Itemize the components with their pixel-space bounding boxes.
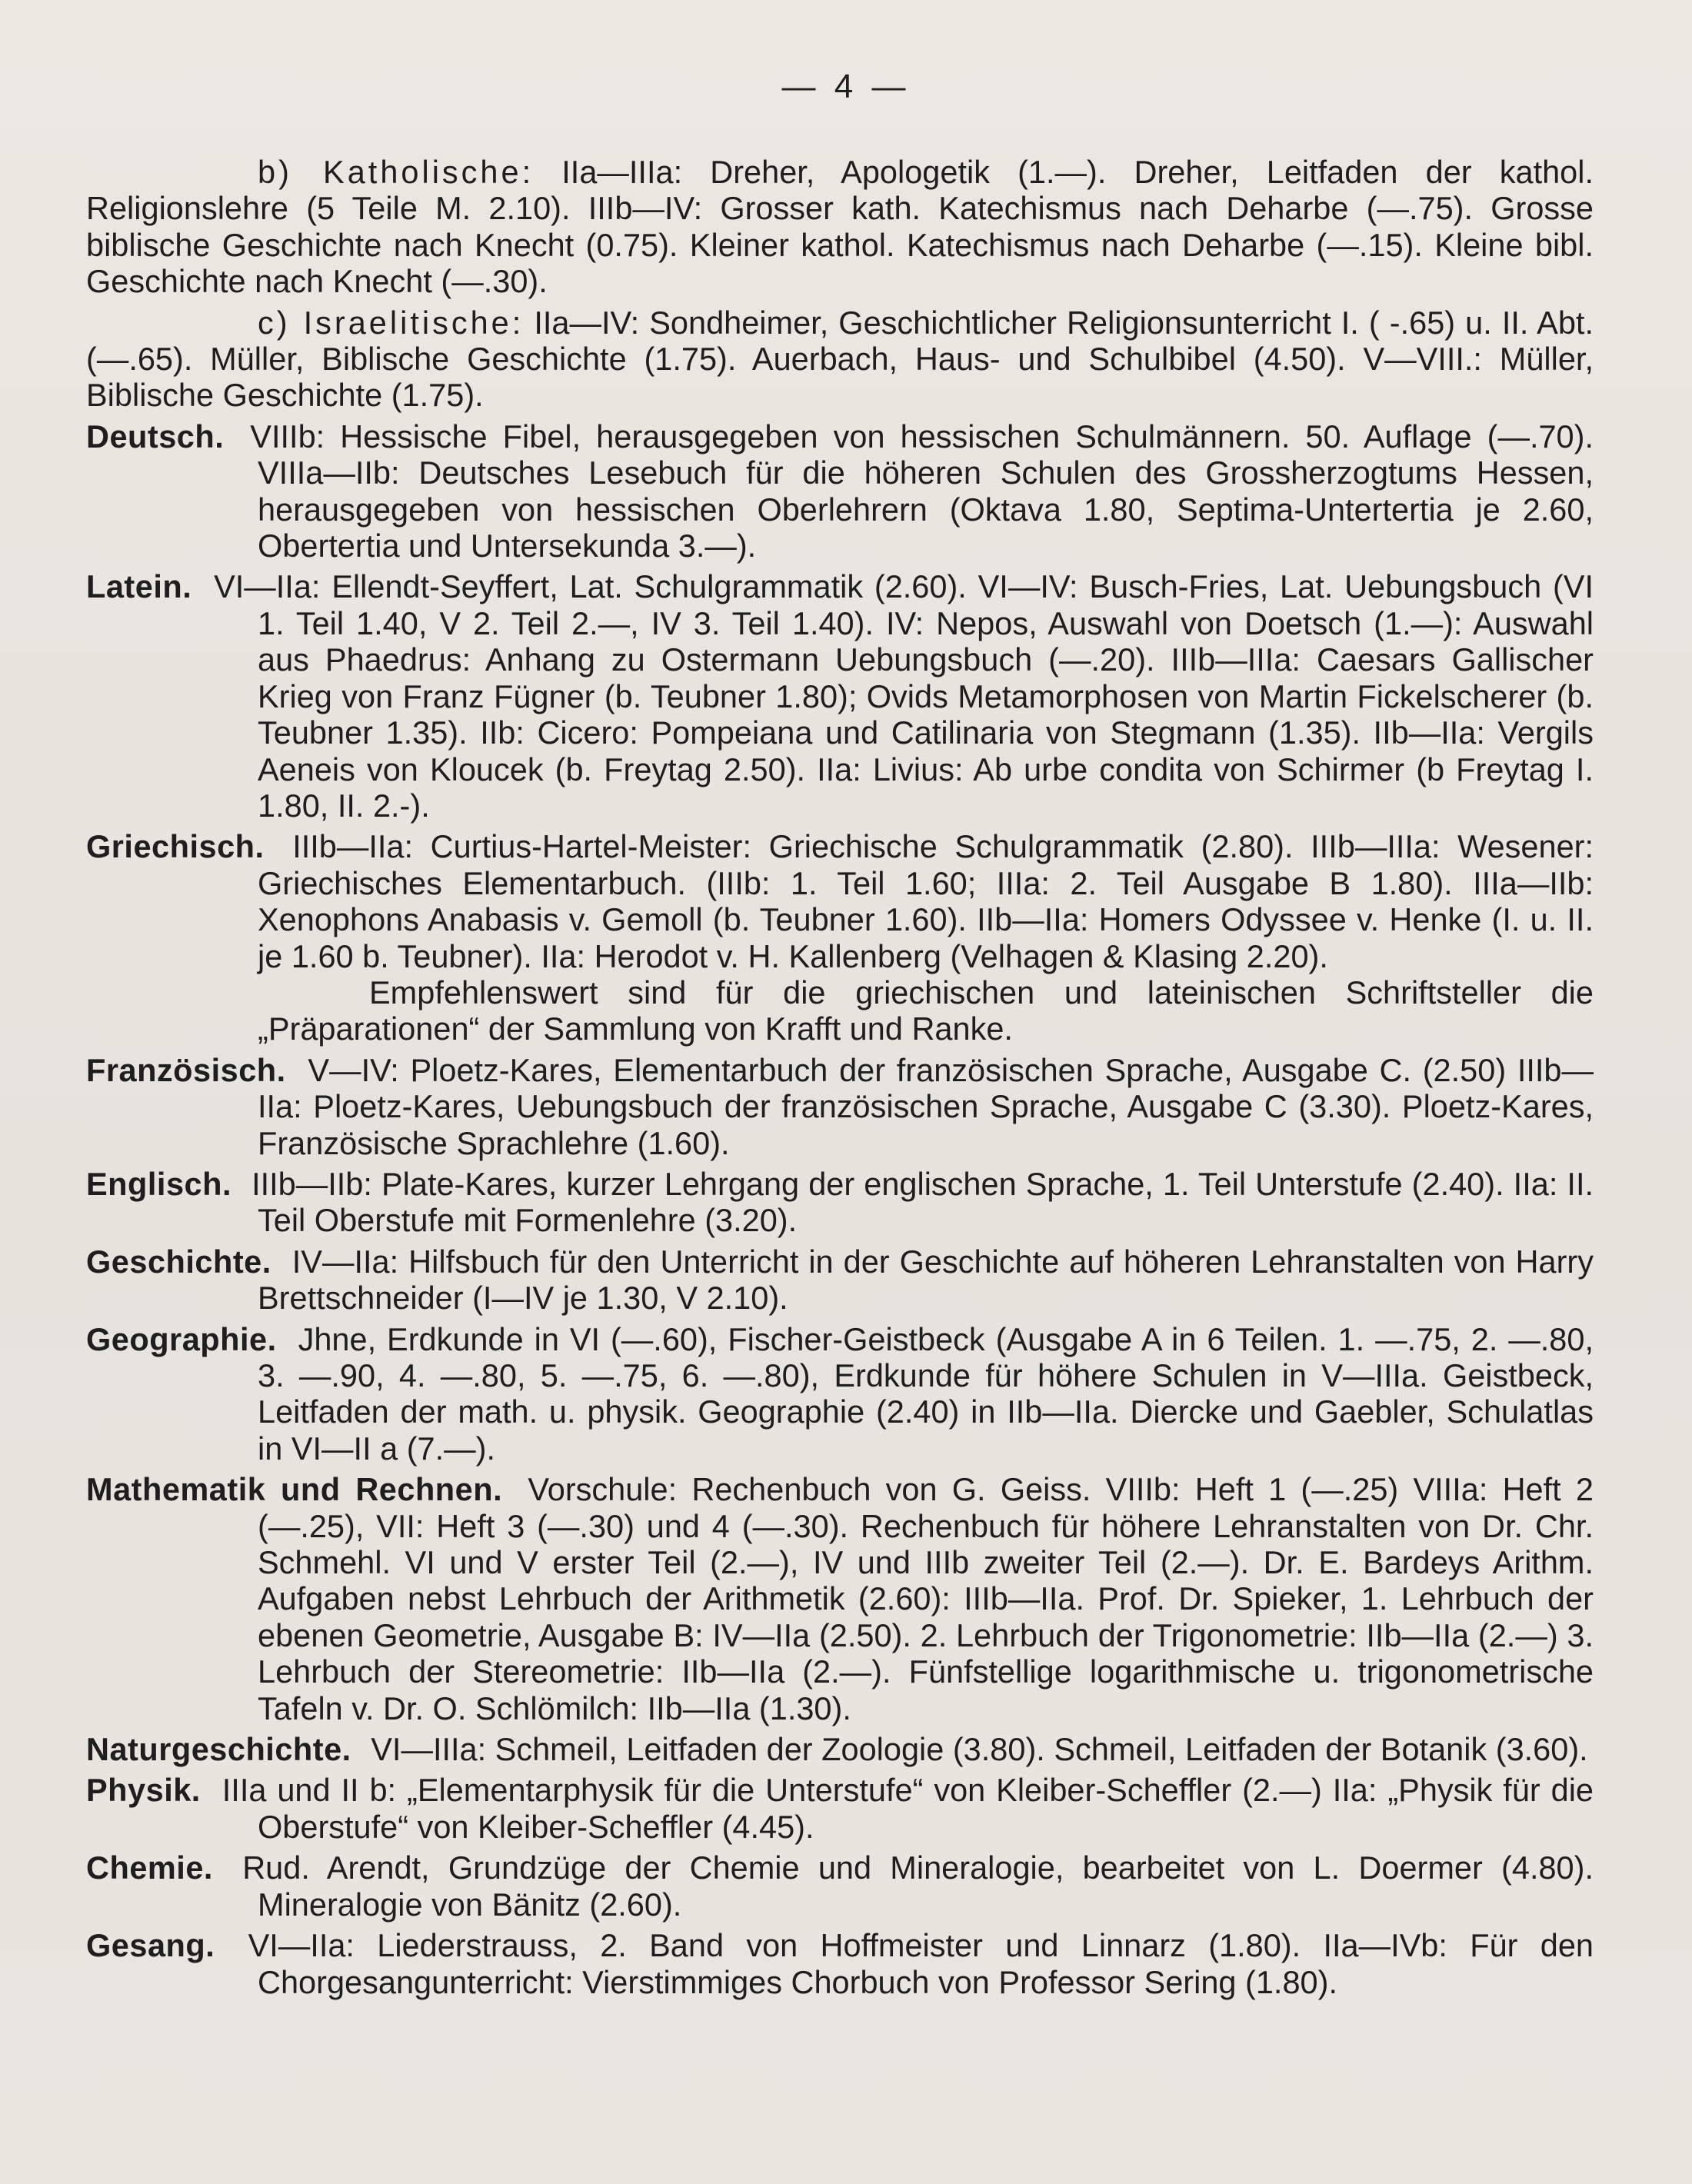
text-physik: IIIa und II b: „Elementarphysik für die Unterstufe“ von Kleiber-Scheffler (2.—) IIa: „Physik für die Oberstufe“ von Kleiber-Scheffler (4.45). (221, 1772, 1594, 1845)
paragraph-physik (86, 1772, 1594, 1845)
text-geographie: Jhne, Erdkunde in VI (—.60), Fischer-Geistbeck (Ausgabe A in 6 Teilen. 1. —.75, 2. —.80, 3. —.90, 4. —.80, 5. —.75, 6. —.80), Erdkunde für höhere Schulen in V—IIIa. Geistbeck, Leitfaden der math. u. physik. Geographie (2.40) in IIb—IIa. Diercke und Gaebler, Schulatlas in VI—II a (7.—). (258, 1320, 1594, 1467)
label-katholisch: b) Katholische: (258, 154, 535, 190)
text-franzoesisch: V—IV: Ploetz-Kares, Elementarbuch der französischen Sprache, Ausgabe C. (2.50) IIIb—IIa: Ploetz-Kares, Uebungsbuch der französischen Sprache, Ausgabe C (3.30). Ploetz-Kares, Französische Sprachlehre (1.60). (258, 1051, 1594, 1161)
paragraph-katholisch (86, 154, 1594, 300)
text-geschichte: IV—IIa: Hilfsbuch für den Unterricht in der Geschichte auf höheren Lehranstalten von Harry Brettschneider (I—IV je 1.30, V 2.10). (258, 1243, 1594, 1317)
page-number: — 4 — (781, 68, 911, 105)
text-deutsch: VIIIb: Hessische Fibel, herausgegeben von hessischen Schulmännern. 50. Auflage (—.70). VIIIa—IIb: Deutsches Lesebuch für die höheren Schulen des Grossherzogtums Hessen, herausgegeben von hessischen Oberlehrern (Oktava 1.80, Septima-Untertertia je 2.60, Obertertia und Untersekunda 3.—). (250, 418, 1594, 564)
label-mathematik: Mathematik und Rechnen. (86, 1471, 503, 1508)
paragraph-deutsch (86, 418, 1594, 564)
text-gesang: VI—IIa: Liederstrauss, 2. Band von Hoffmeister und Linnarz (1.80). IIa—IVb: Für den Chorgesangunterricht: Vierstimmiges Chorbuch von Professor Sering (1.80). (248, 1927, 1594, 2000)
label-franzoesisch: Französisch. (86, 1051, 286, 1088)
paragraph-latein (86, 568, 1594, 824)
text-katholisch: IIa—IIIa: Dreher, Apologetik (1.—). Dreher, Leitfaden der kathol. Religionslehre (5 Teile M. 2.10). IIIb—IV: Grosser kath. Katechismus nach Deharbe (—.75). Grosse biblische Geschichte nach Knecht (0.75). Kleiner kathol. Katechismus nach Deharbe (—.15). Kleine bibl. Geschichte nach Knecht (—.30). (86, 154, 1594, 300)
label-englisch: Englisch. (86, 1165, 231, 1202)
paragraph-franzoesisch (86, 1052, 1594, 1161)
label-gesang: Gesang. (86, 1927, 215, 1964)
text-latein: VI—IIa: Ellendt-Seyffert, Lat. Schulgrammatik (2.60). VI—IV: Busch-Fries, Lat. Uebungsbuch (VI 1. Teil 1.40, V 2. Teil 2.—, IV 3. Teil 1.40). IV: Nepos, Auswahl von Doetsch (1.—): Auswahl aus Phaedrus: Anhang zu Ostermann Uebungsbuch (—.20). IIIb—IIIa: Caesars Gallischer Krieg von Franz Fügner (b. Teubner 1.80); Ovids Metamorphosen von Martin Fickelscherer (b. Teubner 1.35). IIb: Cicero: Pompeiana und Catilinaria von Stegmann (1.35). IIb—IIa: Vergils Aeneis von Kloucek (b. Freytag 2.50). IIa: Livius: Ab urbe condita von Schirmer (b Freytag I. 1.80, II. 2.-). (214, 568, 1594, 824)
text-naturgeschichte: VI—IIIa: Schmeil, Leitfaden der Zoologie (3.80). Schmeil, Leitfaden der Botanik (3.60). (371, 1731, 1588, 1768)
label-naturgeschichte: Naturgeschichte. (86, 1731, 351, 1768)
paragraph-geographie (86, 1321, 1594, 1467)
paragraph-geschichte (86, 1243, 1594, 1317)
paragraph-gesang (86, 1927, 1594, 2000)
paragraph-mathematik (86, 1471, 1594, 1726)
paragraph-chemie (86, 1849, 1594, 1923)
label-griechisch: Griechisch. (86, 828, 265, 865)
label-israelitisch: c) Israelitische: (258, 304, 525, 341)
paragraph-naturgeschichte (86, 1731, 1594, 1767)
text-israelitisch: IIa—IV: Sondheimer, Geschichtlicher Religionsunterricht I. ( -.65) u. II. Abt. (—.65). Müller, Biblische Geschichte (1.75). Auerbach, Haus- und Schulbibel (4.50). V—VIII.: Müller, Biblische Geschichte (1.75). (86, 304, 1594, 414)
paragraph-empfehlenswert (86, 974, 1594, 1047)
text-englisch: IIIb—IIb: Plate-Kares, kurzer Lehrgang der englischen Sprache, 1. Teil Unterstufe (2.40). IIa: II. Teil Oberstufe mit Formenlehre (3.20). (251, 1165, 1594, 1239)
paragraph-israelitisch (86, 305, 1594, 414)
text-mathematik: Vorschule: Rechenbuch von G. Geiss. VIIIb: Heft 1 (—.25) VIIIa: Heft 2 (—.25), VII: Heft 3 (—.30) und 4 (—.30). Rechenbuch für höhere Lehranstalten von Dr. Chr. Schmehl. VI und V erster Teil (2.—), IV und IIIb zweiter Teil (2.—). Dr. E. Bardeys Arithm. Aufgaben nebst Lehrbuch der Arithmetik (2.60): IIIb—IIa. Prof. Dr. Spieker, 1. Lehrbuch der ebenen Geometrie, Ausgabe B: IV—IIa (2.50). 2. Lehrbuch der Trigonometrie: IIb—IIa (2.—) 3. Lehrbuch der Stereometrie: IIb—IIa (2.—). Fünfstellige logarithmische u. trigonometrische Tafeln v. Dr. O. Schlömilch: IIb—IIa (1.30). (258, 1471, 1594, 1726)
text-griechisch: IIIb—IIa: Curtius-Hartel-Meister: Griechische Schulgrammatik (2.80). IIIb—IIIa: Wesener: Griechisches Elementarbuch. (IIIb: 1. Teil 1.60; IIIa: 2. Teil Ausgabe B 1.80). IIIa—IIb: Xenophons Anabasis v. Gemoll (b. Teubner 1.60). IIb—IIa: Homers Odyssee v. Henke (I. u. II. je 1.60 b. Teubner). IIa: Herodot v. H. Kallenberg (Velhagen & Klasing 2.20). (258, 828, 1594, 974)
paragraph-griechisch (86, 828, 1594, 974)
label-latein: Latein. (86, 568, 192, 605)
paragraph-englisch (86, 1166, 1594, 1239)
text-chemie: Rud. Arendt, Grundzüge der Chemie und Mineralogie, bearbeitet von L. Doermer (4.80). Mineralogie von Bänitz (2.60). (242, 1849, 1594, 1923)
text-empfehlenswert: Empfehlenswert sind für die griechischen und lateinischen Schriftsteller die „Präparationen“ der Sammlung von Krafft und Ranke. (258, 974, 1594, 1047)
label-deutsch: Deutsch. (86, 418, 225, 454)
label-chemie: Chemie. (86, 1849, 213, 1886)
booklist-content (86, 154, 1594, 2005)
label-physik: Physik. (86, 1772, 201, 1809)
label-geschichte: Geschichte. (86, 1243, 271, 1280)
label-geographie: Geographie. (86, 1320, 277, 1357)
